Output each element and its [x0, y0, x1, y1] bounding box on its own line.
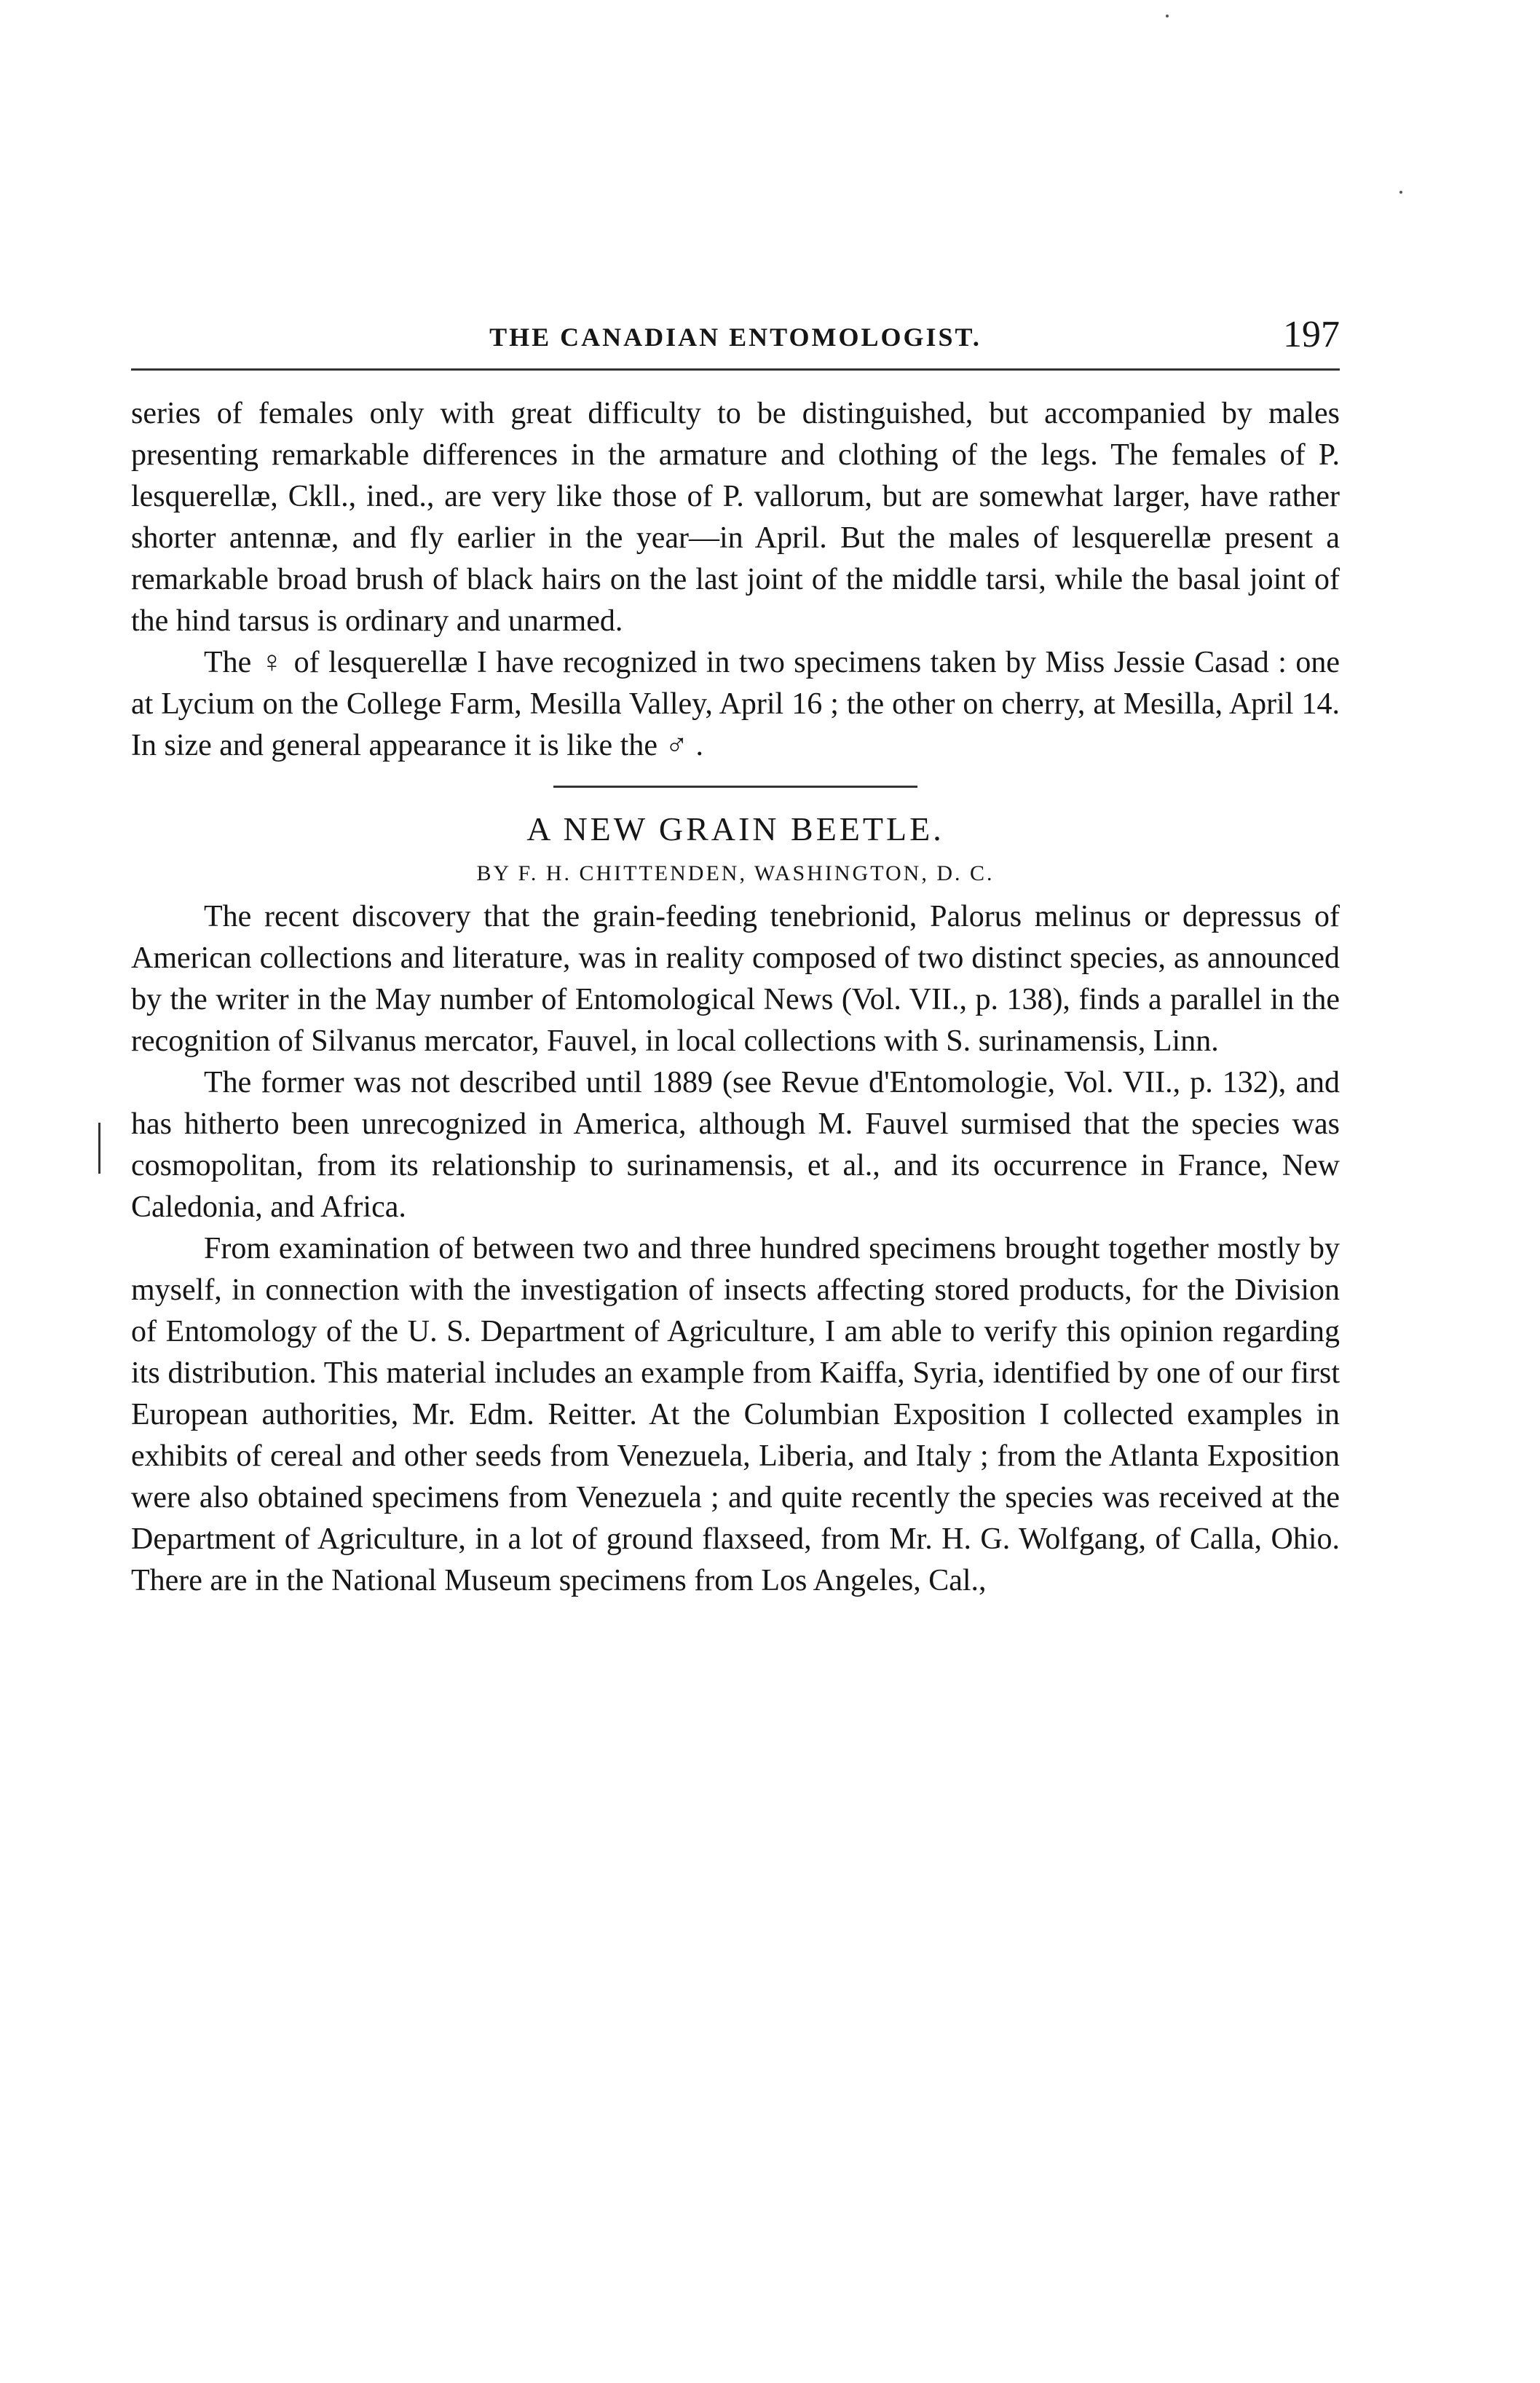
page-body	[131, 393, 1340, 1602]
article-byline: BY F. H. CHITTENDEN, WASHINGTON, D. C.	[476, 861, 995, 885]
paragraph: The former was not described until 1889 (see Revue d'Entomologie, Vol. VII., p. 132), and has hitherto been unrecognized in America, although M. Fauvel surmised that the species was cosmopolitan, from its relationship to surinamensis, et al., and its occurrence in France, New Caledonia, and Africa.	[131, 1066, 1340, 1224]
speck-mark	[1399, 191, 1402, 194]
article-title: A NEW GRAIN BEETLE.	[526, 810, 944, 847]
paragraph-continued: series of females only with great difficulty to be distinguished, but accompanied by males presenting remarkable differences in the armature and clothing of the legs. The females of P. lesquerellæ, Ckll., ined., are very like those of P. vallorum, but are somewhat larger, have rather shorter antennæ, and fly earlier in the year—in April. But the males of lesquerellæ present a remarkable broad brush of black hairs on the last joint of the middle tarsi, while the basal joint of the hind tarsus is ordinary and unarmed.	[131, 397, 1340, 638]
paragraph: From examination of between two and three hundred specimens brought together mostly by myself, in connection with the investigation of insects affecting stored products, for the Division of Entomology of the U. S. Department of Agriculture, I am able to verify this opinion regarding its distribution. This material includes an example from Kaiffa, Syria, identified by one of our first European authorities, Mr. Edm. Reitter. At the Columbian Exposition I collected examples in exhibits of cereal and other seeds from Venezuela, Liberia, and Italy ; from the Atlanta Exposition were also obtained specimens from Venezuela ; and quite recently the species was received at the Department of Agriculture, in a lot of ground flaxseed, from Mr. H. G. Wolfgang, of Calla, Ohio. There are in the National Museum specimens from Los Angeles, Cal.,	[131, 1232, 1340, 1597]
paragraph: The recent discovery that the grain-feeding tenebrionid, Palorus melinus or depressus of American collections and literature, was in reality composed of two distinct species, as announced by the writer in the May number of Entomological News (Vol. VII., p. 138), finds a parallel in the recognition of Silvanus mercator, Fauvel, in local collections with S. surinamensis, Linn.	[131, 900, 1340, 1058]
margin-mark	[98, 1123, 100, 1174]
header-rule	[131, 368, 1340, 371]
page-number: 197	[1283, 314, 1340, 355]
running-head	[131, 313, 1340, 364]
running-title: THE CANADIAN ENTOMOLOGIST.	[489, 323, 982, 352]
section-divider	[553, 786, 917, 788]
speck-mark	[1166, 15, 1169, 17]
paragraph: The ♀ of lesquerellæ I have recognized in two specimens taken by Miss Jessie Casad : one at Lycium on the College Farm, Mesilla Valley, April 16 ; the other on cherry, at Mesilla, April 14. In size and general appearance it is like the ♂ .	[131, 646, 1340, 762]
page	[131, 313, 1340, 1602]
